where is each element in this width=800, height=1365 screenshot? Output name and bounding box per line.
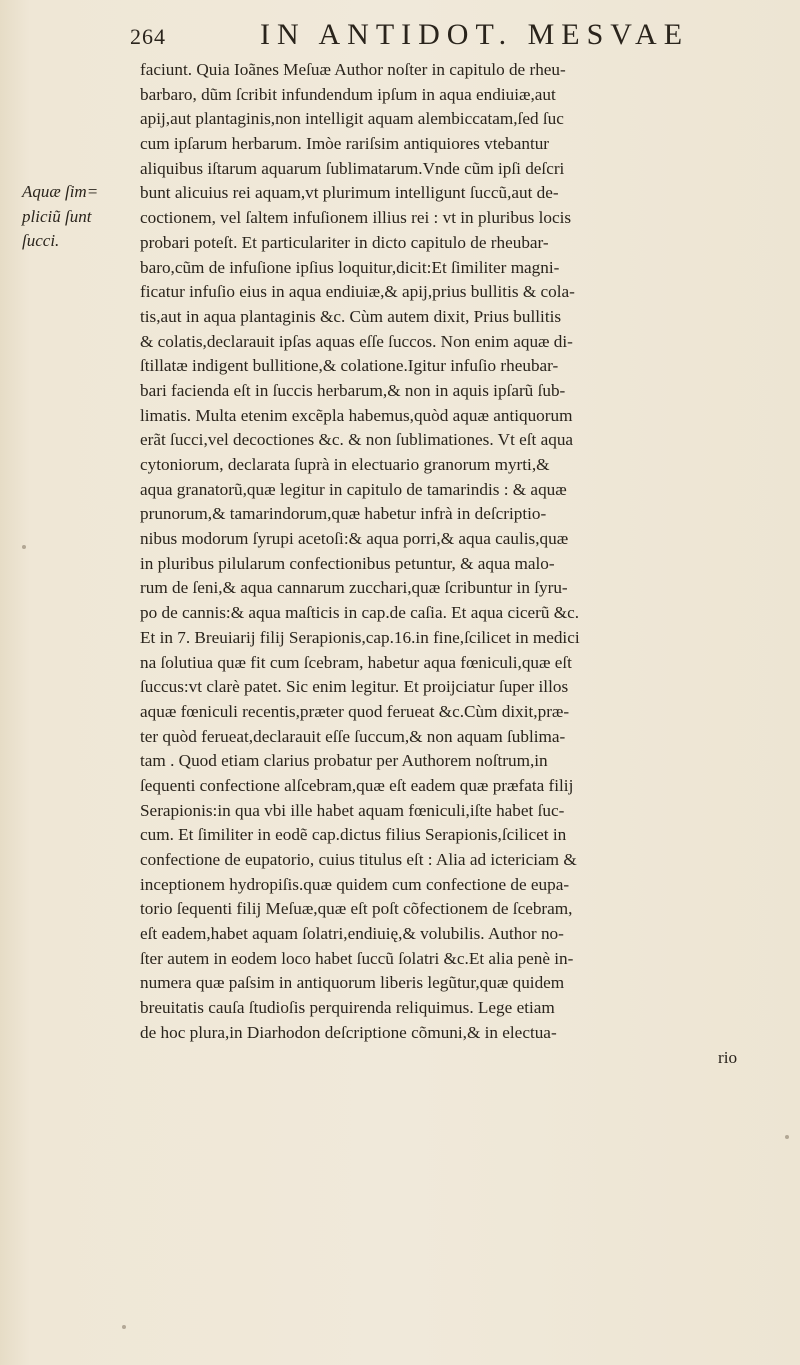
paper-speck bbox=[122, 1325, 126, 1329]
text-line: tam . Quod etiam clarius probatur per Authorem noſtrum,in bbox=[140, 751, 548, 771]
text-line: ficatur infuſio eius in aqua endiuiæ,& apij,prius bullitis & cola- bbox=[140, 282, 575, 302]
text-line: in pluribus pilularum confectionibus petuntur, & aqua malo- bbox=[140, 553, 555, 573]
text-line: inceptionem hydropiſis.quæ quidem cum confectione de eupa- bbox=[140, 874, 570, 894]
text-line: faciunt. Quia Ioãnes Meſuæ Author noſter in capitulo de rheu- bbox=[140, 60, 566, 79]
text-line: torio ſequenti filij Meſuæ,quæ eſt poſt cõfectionem de ſcebram, bbox=[140, 899, 573, 919]
text-line: ſuccus:vt clarè patet. Sic enim legitur. Et proijciatur ſuper illos bbox=[140, 677, 569, 697]
margin-note-line: pliciũ ſunt bbox=[22, 206, 92, 226]
text-line: confectione de eupatorio, cuius titulus eſt : Alia ad ictericiam & bbox=[140, 850, 577, 869]
text-line: cum ipſarum herbarum. Imòe rariſsim antiquiores vtebantur bbox=[140, 134, 550, 154]
text-line: Et in 7. Breuiarij filij Serapionis,cap.16.in fine,ſcilicet in medici bbox=[140, 627, 580, 647]
text-line: erãt ſucci,vel decoctiones &c. & non ſublimationes. Vt eſt aqua bbox=[140, 430, 574, 450]
margin-note-line: ſucci. bbox=[22, 231, 60, 251]
text-line: ſequenti confectione alſcebram,quæ eſt eadem quæ præfata filij bbox=[140, 775, 574, 795]
text-line: aliquibus iſtarum aquarum ſublimatarum.Vnde cũm ipſi deſcri bbox=[140, 158, 565, 178]
text-line: nibus modorum ſyrupi acetoſi:& aqua porri,& aqua caulis,quæ bbox=[140, 529, 569, 549]
paper-speck bbox=[22, 545, 26, 549]
text-line: tis,aut in aqua plantaginis &c. Cùm autem dixit, Prius bullitis bbox=[140, 306, 562, 326]
text-line: & colatis,declarauit ipſas aquas eſſe ſuccos. Non enim aquæ di- bbox=[140, 331, 573, 351]
running-title: IN ANTIDOT. MESVAE bbox=[260, 18, 690, 51]
text-line: eſt eadem,habet aquam ſolatri,endiuię,& volubilis. Author no- bbox=[140, 924, 564, 944]
page-header bbox=[120, 18, 760, 58]
text-line: numera quæ paſsim in antiquorum liberis legũtur,quæ quidem bbox=[140, 973, 565, 993]
text-line: coctionem, vel ſaltem infuſionem illius rei : vt in pluribus locis bbox=[140, 208, 572, 228]
text-line: bari facienda eſt in ſuccis herbarum,& non in aquis ipſarũ ſub- bbox=[140, 380, 566, 400]
catchword: rio bbox=[718, 1047, 738, 1067]
text-line: aquæ fœniculi recentis,præter quod ferueat &c.Cùm dixit,præ- bbox=[140, 701, 570, 721]
text-line: cum. Et ſimiliter in eodẽ cap.dictus filius Serapionis,ſcilicet in bbox=[140, 825, 567, 845]
text-line: ter quòd ferueat,declarauit eſſe ſuccum,& non aquam ſublima- bbox=[140, 726, 566, 746]
body-text bbox=[140, 58, 775, 1070]
text-line: probari poteſt. Et particulariter in dicto capitulo de rheubar- bbox=[140, 232, 549, 252]
text-line: barbaro, dũm ſcribit infundendum ipſum in aqua endiuiæ,aut bbox=[140, 84, 556, 104]
page-number: 264 bbox=[130, 24, 166, 49]
paper-speck bbox=[785, 1135, 789, 1139]
text-line: bunt alicuius rei aquam,vt plurimum intelligunt ſuccũ,aut de- bbox=[140, 183, 559, 203]
margin-note bbox=[22, 180, 142, 254]
margin-note-line: Aquæ ſim= bbox=[22, 182, 99, 201]
text-line: cytoniorum, declarata ſuprà in electuario granorum myrti,& bbox=[140, 455, 550, 474]
text-line: rum de ſeni,& aqua cannarum zucchari,quæ ſcribuntur in ſyru- bbox=[140, 578, 568, 598]
text-line: baro,cũm de infuſione ipſius loquitur,dicit:Et ſimiliter magni- bbox=[140, 257, 560, 277]
text-line: ſtillatæ indigent bullitione,& colatione.Igitur infuſio rheubar- bbox=[140, 356, 559, 376]
text-line: de hoc plura,in Diarhodon deſcriptione cõmuni,& in electua- bbox=[140, 1022, 557, 1042]
text-line: Serapionis:in qua vbi ille habet aquam fœniculi,iſte habet ſuc- bbox=[140, 800, 565, 820]
text-line: po de cannis:& aqua maſticis in cap.de caſia. Et aqua cicerũ &c. bbox=[140, 603, 580, 623]
text-line: breuitatis cauſa ſtudioſis perquirenda reliquimus. Lege etiam bbox=[140, 998, 555, 1018]
text-line: prunorum,& tamarindorum,quæ habetur infrà in deſcriptio- bbox=[140, 504, 547, 524]
text-line: apij,aut plantaginis,non intelligit aquam alembiccatam,ſed ſuc bbox=[140, 109, 564, 129]
text-line: na ſolutiua quæ fit cum ſcebram, habetur aqua fœniculi,quæ eſt bbox=[140, 652, 572, 672]
text-line: limatis. Multa etenim excẽpla habemus,quòd aquæ antiquorum bbox=[140, 405, 573, 425]
text-line: aqua granatorũ,quæ legitur in capitulo de tamarindis : & aquæ bbox=[140, 479, 567, 499]
text-line: ſter autem in eodem loco habet ſuccũ ſolatri &c.Et alia penè in- bbox=[140, 948, 574, 968]
